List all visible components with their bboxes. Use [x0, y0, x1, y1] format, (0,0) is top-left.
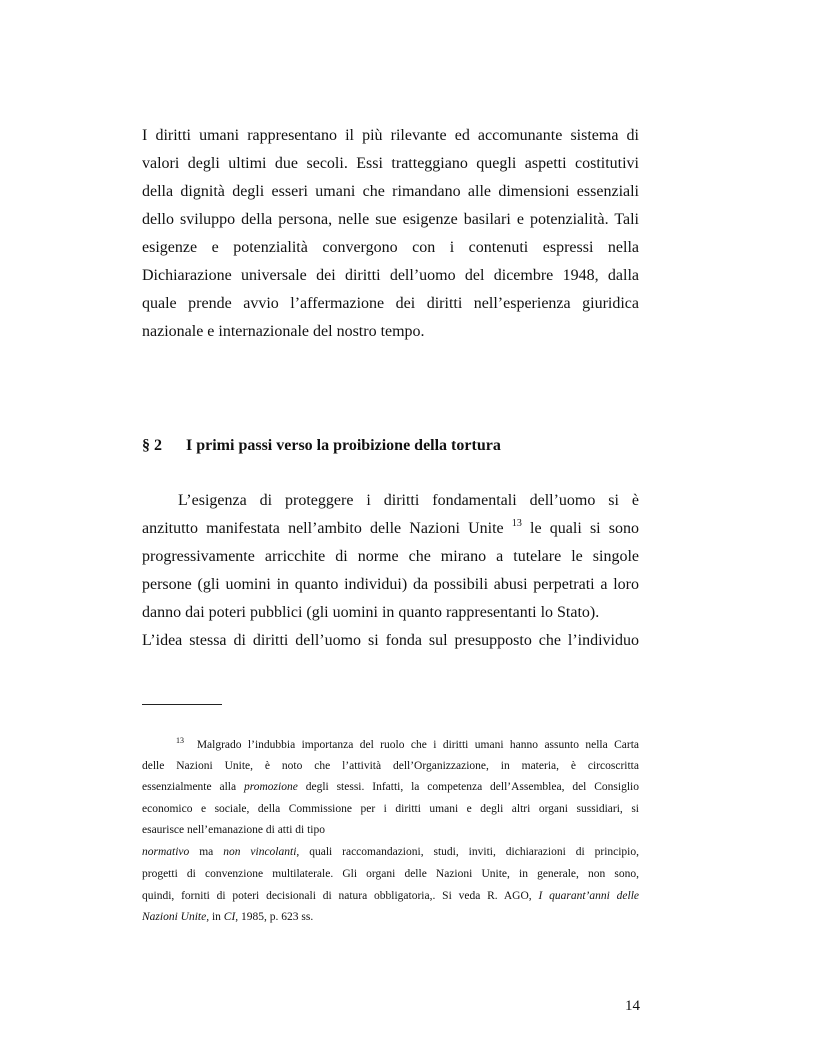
footnote-line-4: economico e sociale, della Commissione per i diritti umani e degli altri organi sussidiari, si — [142, 803, 639, 815]
footnote-line-9-end: , 1985, p. 623 ss. — [235, 911, 314, 923]
footnote-line-6-mid: ma — [199, 846, 214, 858]
footnote-line-9-mid: in — [211, 911, 221, 923]
intro-line-8: nazionale e internazionale del nostro tempo. — [142, 323, 425, 340]
intro-line-7: quale prende avvio l’affermazione dei diritti nell’esperienza giuridica — [142, 295, 639, 312]
intro-line-6: Dichiarazione universale dei diritti dell’uomo del dicembre 1948, dalla — [142, 267, 639, 284]
footnote-marker: 13 — [176, 736, 184, 745]
section-title: I primi passi verso la proibizione della tortura — [186, 437, 501, 454]
footnote-line-8 — [142, 889, 639, 904]
section-line-2 — [142, 519, 639, 539]
intro-line-3: della dignità degli esseri umani che rimandano alle dimensioni essenziali — [142, 183, 639, 200]
section-line-6: L’idea stessa di diritti dell’uomo si fonda sul presupposto che l’individuo — [142, 632, 639, 649]
footnote-line-9-italic-1: Nazioni Unite, — [142, 911, 210, 923]
section-line-2-start: anzitutto manifestata nell’ambito delle Nazioni Unite — [142, 520, 504, 537]
footnote-line-1-text: Malgrado l’indubbia importanza del ruolo che i diritti umani hanno assunto nella Carta — [196, 739, 639, 751]
footnote-line-2: delle Nazioni Unite, è noto che l’attività dell’Organizzazione, in materia, è circoscritta — [142, 760, 639, 772]
section-heading — [142, 436, 501, 456]
footnote-line-9-italic-2: CI — [223, 911, 236, 923]
page-number: 14 — [625, 998, 640, 1014]
footnote-line-8-start: quindi, forniti di poteri decisionali di natura obbligatoria,. Si veda R. AGO, — [142, 890, 532, 902]
footnote-line-8-italic: I quarant’anni delle — [538, 890, 640, 902]
footnote-reference[interactable]: 13 — [511, 518, 522, 529]
footnote-line-6 — [142, 845, 639, 860]
section-line-1: L’esigenza di proteggere i diritti fondamentali dell’uomo si è — [178, 492, 639, 509]
footnote-line-3-start: essenzialmente alla — [142, 781, 237, 793]
footnote-line-1 — [176, 738, 639, 753]
footnote-line-6-italic-2: non vincolanti — [223, 846, 297, 858]
intro-line-1: I diritti umani rappresentano il più rilevante ed accomunante sistema di — [142, 127, 639, 144]
section-line-3: progressivamente arricchite di norme che mirano a tutelare le singole — [142, 548, 639, 565]
footnote-line-7: progetti di convenzione multilaterale. Gli organi delle Nazioni Unite, in generale, non sono, — [142, 868, 639, 880]
footnote-line-9 — [142, 910, 639, 925]
footnote-line-6-end: , quali raccomandazioni, studi, inviti, dichiarazioni di principio, — [296, 846, 640, 858]
footnote-line-3 — [142, 780, 639, 795]
intro-line-5: esigenze e potenzialità convergono con i contenuti espressi nella — [142, 239, 639, 256]
section-line-4: persone (gli uomini in quanto individui) da possibili abusi perpetrati a loro — [142, 576, 639, 593]
footnote-line-3-end: degli stessi. Infatti, la competenza dell’Assemblea, del Consiglio — [305, 781, 639, 793]
footnote-line-6-italic-1: normativo — [142, 846, 190, 858]
footnote-line-3-italic: promozione — [243, 781, 298, 793]
section-number: § 2 — [142, 437, 162, 454]
footnote-line-5: esaurisce nell’emanazione di atti di tipo — [142, 824, 325, 836]
intro-line-4: dello sviluppo della persona, nelle sue esigenze basilari e potenzialità. Tali — [142, 211, 639, 228]
intro-line-2: valori degli ultimi due secoli. Essi tratteggiano quegli aspetti costitutivi — [142, 155, 639, 172]
section-line-5: danno dai poteri pubblici (gli uomini in quanto rappresentanti lo Stato). — [142, 604, 600, 621]
footnote-separator — [142, 704, 222, 705]
section-line-2-end: le quali si sono — [530, 520, 640, 537]
